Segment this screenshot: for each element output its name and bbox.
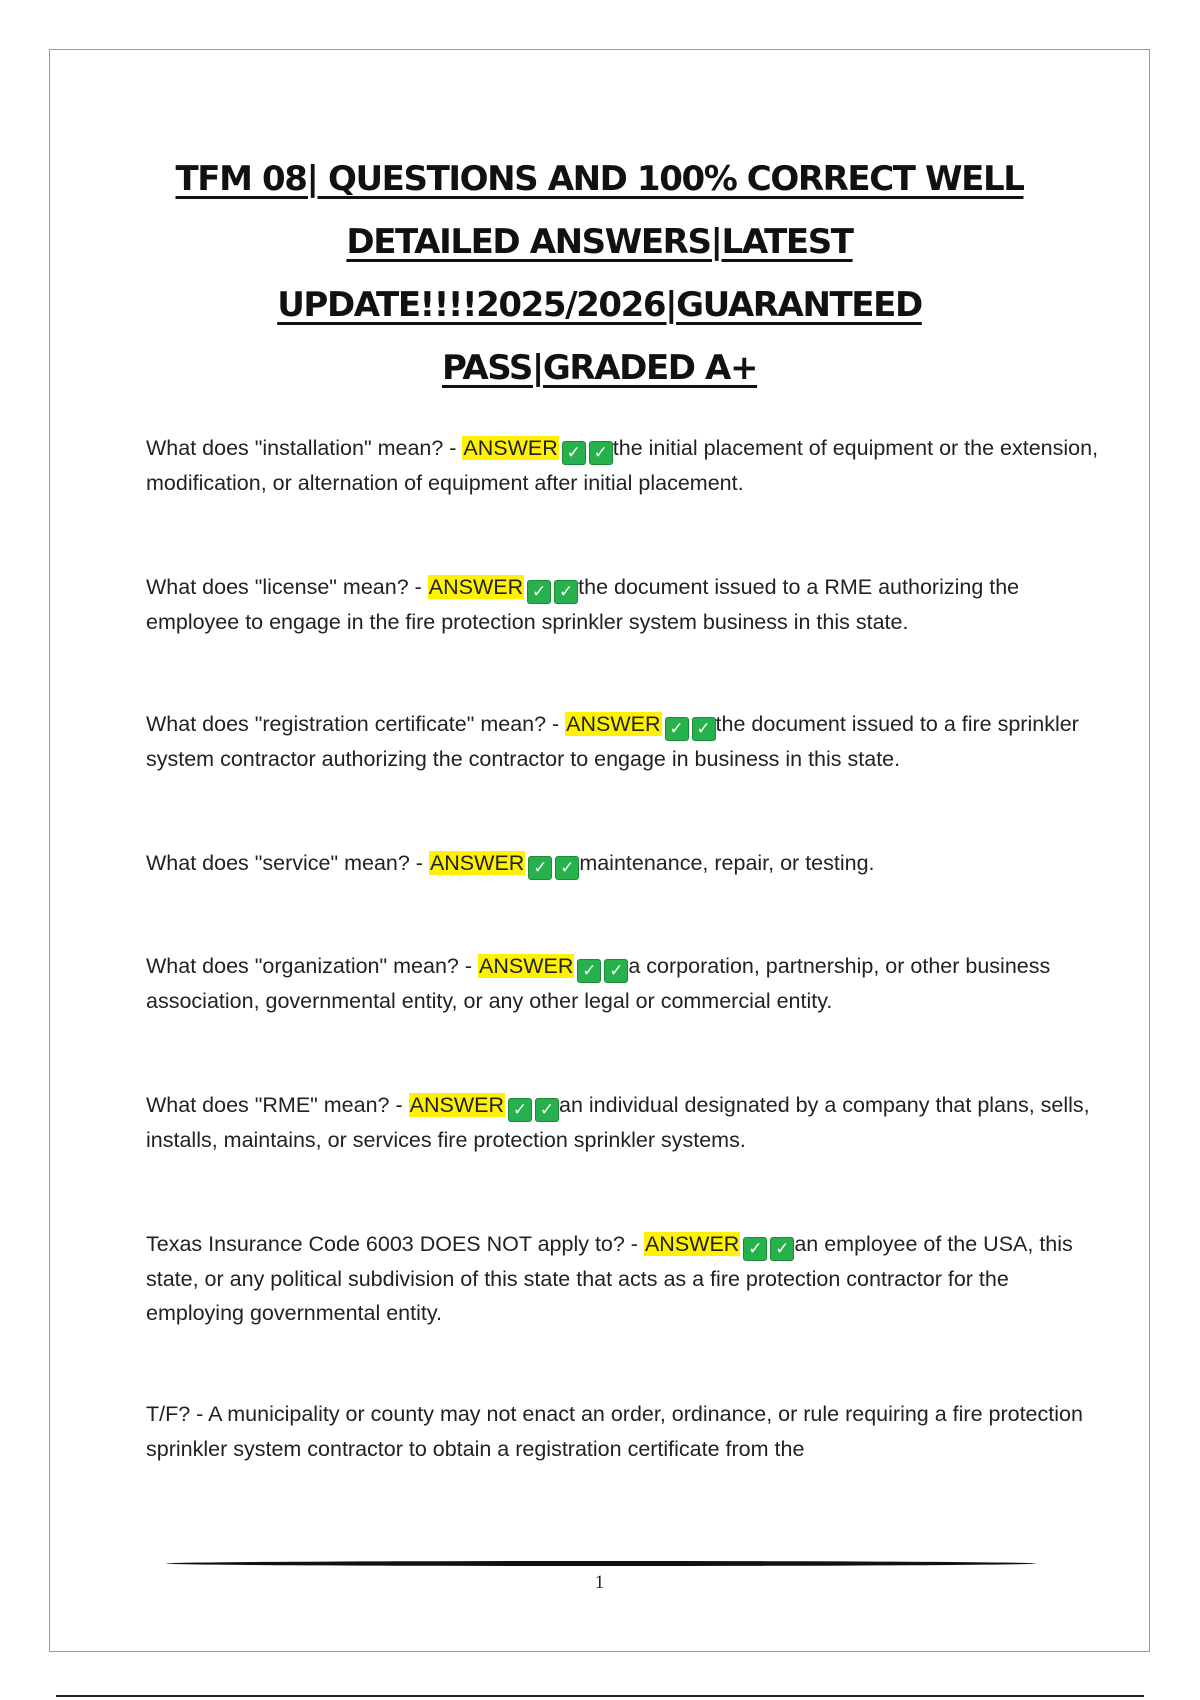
answer-text: the initial placement of equipment or the extension, modification, or alternation of equipment after initial placement. (146, 436, 1099, 495)
qa-item-truncated (146, 1397, 1106, 1466)
check-icon: ✓ (554, 580, 578, 604)
answer-text: the document issued to a RME authorizing the employee to engage in the fire protection sprinkler system business in this state. (146, 575, 1020, 634)
answer-text: an employee of the USA, this state, or any political subdivision of this state that acts as a fire protection contractor for the employing governmental entity. (146, 1232, 1073, 1325)
qa-item (146, 1088, 1106, 1157)
answer-label: ANSWER (566, 712, 661, 736)
answer-label: ANSWER (409, 1093, 504, 1117)
question-text: What does "organization" mean? - (146, 954, 478, 978)
answer-label: ANSWER (429, 851, 525, 875)
qa-item (146, 949, 1106, 1018)
check-icon: ✓ (577, 959, 601, 983)
answer-label: ANSWER (428, 575, 524, 599)
qa-item (146, 431, 1106, 500)
check-icon: ✓ (508, 1098, 532, 1122)
question-text: Texas Insurance Code 6003 DOES NOT apply to? - (146, 1232, 644, 1256)
check-icon: ✓ (743, 1237, 767, 1261)
question-text: What does "installation" mean? - (146, 436, 463, 460)
question-text: What does "service" mean? - (146, 851, 429, 875)
title-line-4: PASS|GRADED A+ (441, 348, 758, 388)
bottom-rule (56, 1695, 1144, 1697)
qa-item (146, 570, 1106, 639)
answer-label: ANSWER (644, 1232, 740, 1256)
check-icon: ✓ (665, 717, 689, 741)
title-line-1: TFM 08| QUESTIONS AND 100% CORRECT WELL (175, 159, 1024, 199)
question-text: What does "registration certificate" mean? - (146, 712, 566, 736)
answer-label: ANSWER (478, 954, 574, 978)
check-icon: ✓ (562, 441, 586, 465)
answer-label: ANSWER (463, 436, 558, 460)
qa-item (146, 1227, 1106, 1331)
question-text: What does "RME" mean? - (146, 1093, 409, 1117)
title-line-2: DETAILED ANSWERS|LATEST (346, 222, 853, 262)
check-icon: ✓ (527, 580, 551, 604)
check-icon: ✓ (692, 717, 716, 741)
answer-text: a corporation, partnership, or other business association, governmental entity, or any other legal or commercial entity. (146, 954, 1051, 1013)
check-icon: ✓ (589, 441, 613, 465)
question-text: What does "license" mean? - (146, 575, 428, 599)
question-text: T/F? - A municipality or county may not enact an order, ordinance, or rule requiring a fire protection sprinkler system contractor to obtain a registration certificate from the (146, 1402, 1083, 1461)
qa-item (146, 707, 1106, 776)
check-icon: ✓ (770, 1237, 794, 1261)
check-icon: ✓ (604, 959, 628, 983)
page-number: 1 (594, 1572, 605, 1593)
check-icon: ✓ (535, 1098, 559, 1122)
document-title (110, 148, 1089, 400)
check-icon: ✓ (528, 856, 552, 880)
title-line-3: UPDATE!!!!2025/2026|GUARANTEED (277, 285, 922, 325)
check-icon: ✓ (555, 856, 579, 880)
document-page (49, 49, 1150, 1652)
qa-item (146, 846, 1106, 881)
footer-divider (166, 1561, 1036, 1566)
answer-text: an individual designated by a company that plans, sells, installs, maintains, or services fire protection sprinkler systems. (146, 1093, 1090, 1152)
answer-text: maintenance, repair, or testing. (579, 851, 875, 875)
answer-text: the document issued to a fire sprinkler system contractor authorizing the contractor to engage in business in this state. (146, 712, 1079, 771)
